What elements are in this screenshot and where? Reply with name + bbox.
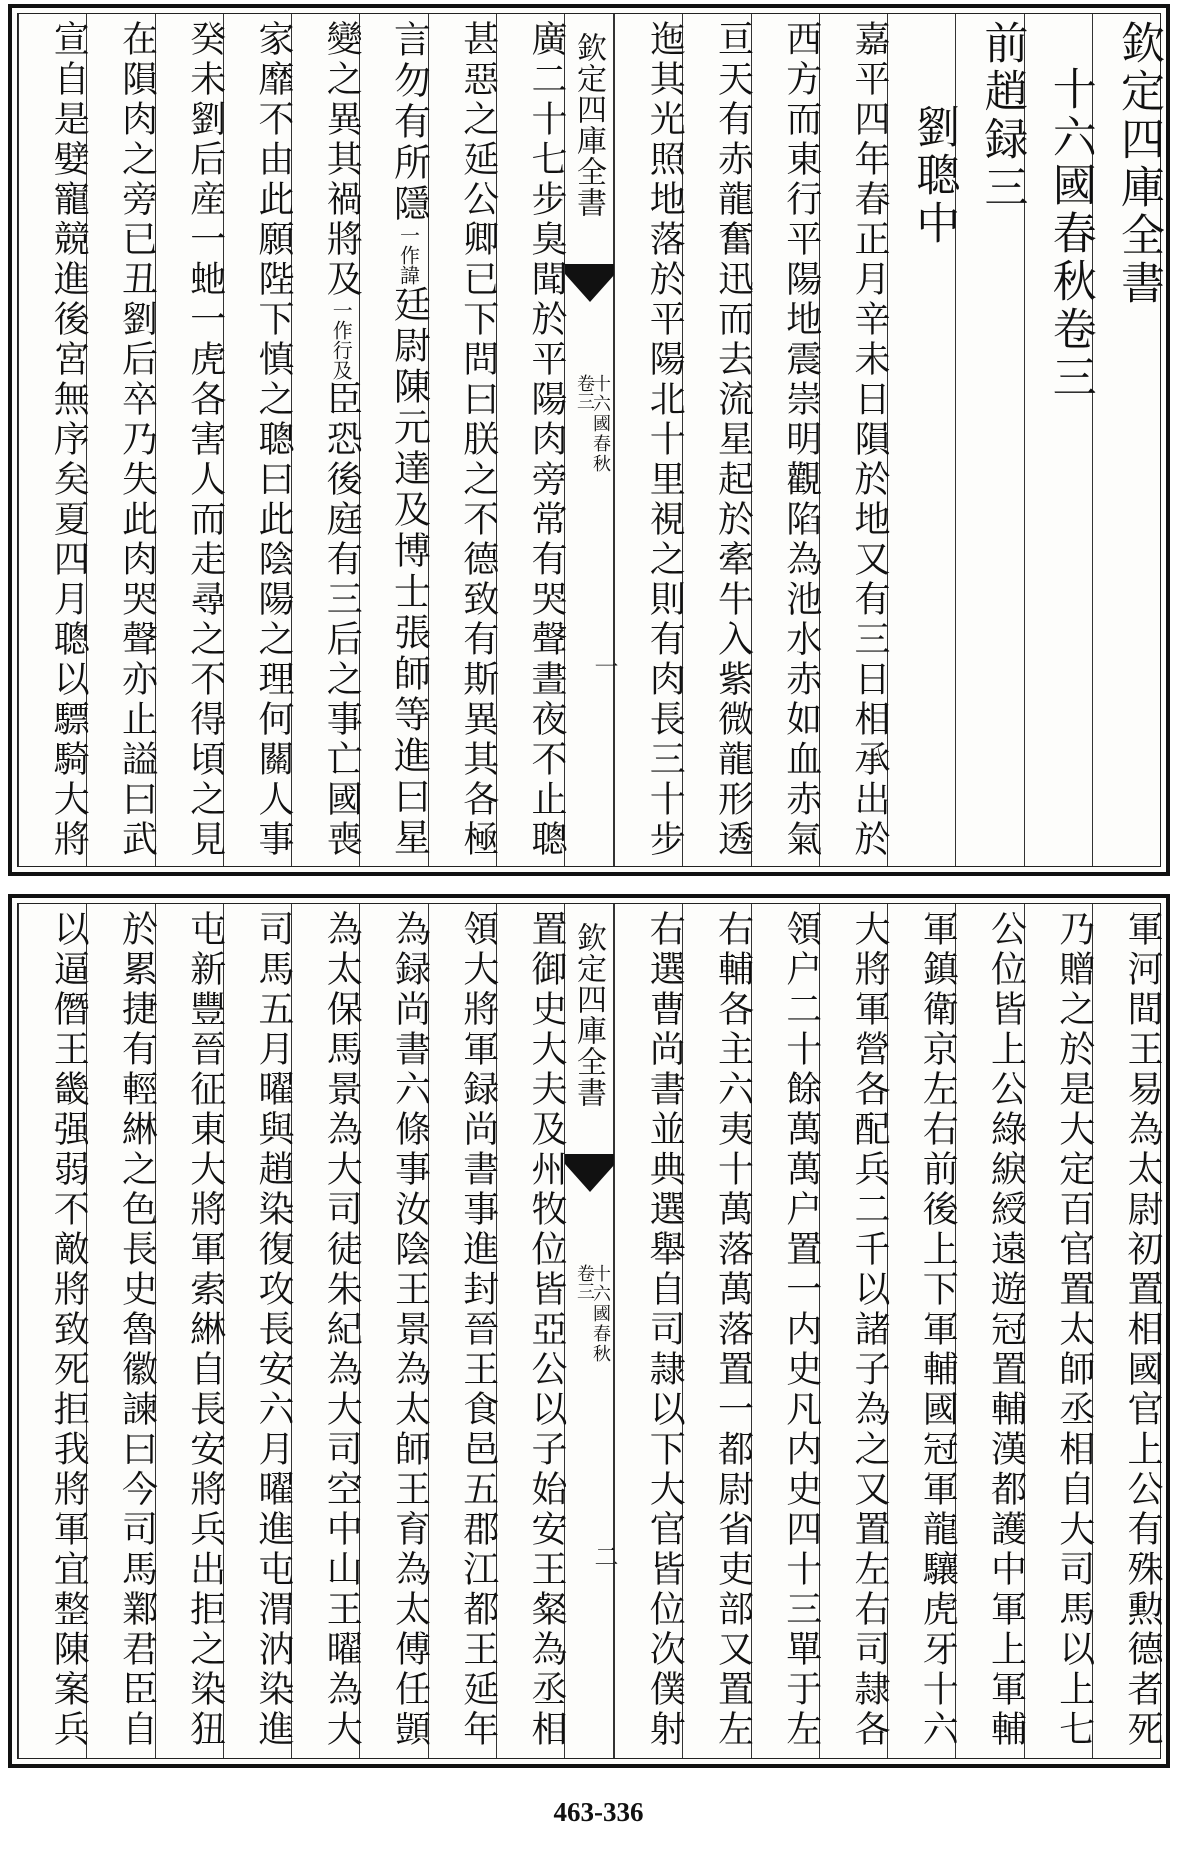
text-column (428, 904, 499, 1758)
column-text-part: 家靡不由此願陛下慎之聰曰此陰陽之理何關人事 (253, 20, 294, 860)
column-text-part: 右選曹尚書並典選舉自司隷以下大官皆位次僕射 (644, 910, 686, 1750)
column-text (888, 910, 959, 1750)
column-text (956, 910, 1027, 1750)
text-column (614, 14, 686, 866)
text-column (887, 904, 959, 1758)
column-text-part: 十六國春秋卷三 (1044, 66, 1096, 402)
text-column (1024, 904, 1095, 1758)
text-column (428, 14, 499, 866)
column-text (156, 910, 226, 1750)
column-text-part: 前趙録三 (976, 20, 1028, 212)
column-text (752, 910, 822, 1750)
text-column (18, 14, 90, 866)
center-title: 欽定四庫全書 (571, 32, 606, 218)
column-text (615, 20, 686, 860)
column-text-part: 迤其光照地落於平陽北十里視之則有肉長三十步 (644, 20, 686, 860)
column-text-part: 置御史大夫及州牧位皆亞公以子始安王粲為丞相 (526, 910, 567, 1750)
text-column (955, 904, 1027, 1758)
page-top (8, 4, 1170, 876)
column-text-part: 宣自是嬖寵競進後宮無序矣夏四月聰以驃騎大將 (48, 20, 90, 860)
text-column (291, 14, 363, 866)
column-text-part: 以逼僭王畿强弱不敵將致死拒我將軍宜整陳案兵 (48, 910, 90, 1750)
text-column (682, 904, 754, 1758)
column-text-part: 領户二十餘萬萬户置一内史凡内史四十三單于左 (780, 910, 822, 1750)
column-text-part: 變之異其禍將及 (321, 20, 363, 300)
column-text-part: 公位皆上公綠綟綬遠遊冠置輔漢都護中軍上軍輔 (985, 910, 1027, 1750)
column-text-part: 領大將軍録尚書事進封晉王食邑五郡江都王延年 (457, 910, 499, 1750)
center-title: 欽定四庫全書 (571, 922, 606, 1108)
text-column (291, 904, 363, 1758)
column-text-part: 軍鎮衛京左右前後上下軍輔國冠軍龍驤虎牙十六 (917, 910, 959, 1750)
text-column (223, 14, 294, 866)
center-book-title: 十六國春秋 (590, 1264, 611, 1364)
column-text-part: 西方而東行平陽地震崇明觀陷為池水赤如血赤氣 (780, 20, 822, 860)
column-text (87, 910, 158, 1750)
text-column (1024, 14, 1096, 866)
column-text-part: 軍河間王易為太尉初置相國官上公有殊勲德者死 (1122, 910, 1163, 1750)
column-text (497, 20, 567, 860)
column-text (683, 910, 754, 1750)
center-book-title: 十六國春秋 (590, 374, 611, 474)
column-text (19, 20, 90, 860)
center-strip (564, 14, 618, 866)
column-text-part: 言勿有所隱 (387, 20, 431, 225)
text-column (819, 14, 890, 866)
center-juan: 卷三 (574, 374, 595, 410)
column-text-part: 廣二十七步臭聞於平陽肉旁常有哭聲晝夜不止聰 (526, 20, 567, 860)
column-text (224, 20, 294, 860)
column-text-part: 嘉平四年春正月辛未日隕於地又有三日相承出於 (849, 20, 890, 860)
column-text-part: 廷尉陳元達及博士張師等進曰星 (387, 285, 431, 859)
column-text (429, 910, 499, 1750)
text-column (86, 14, 158, 866)
column-text-part: 乃贈之於是大定百官置太師丞相自大司馬以上七 (1053, 910, 1095, 1750)
column-text-part: 甚惡之延公卿已下問曰朕之不德致有斯異其各極 (457, 20, 499, 860)
column-text (87, 20, 158, 860)
column-text (820, 910, 890, 1750)
text-column (887, 14, 960, 866)
column-text-part: 司馬五月曜與趙染復攻長安六月曜進屯渭汭染進 (253, 910, 294, 1750)
text-column (155, 14, 226, 866)
text-column (496, 14, 567, 866)
text-column (359, 14, 431, 866)
column-text-part: 為録尚書六條事汝陰王景為太師王育為太傅任顗 (389, 910, 431, 1750)
column-text (1093, 910, 1163, 1750)
column-text (615, 910, 686, 1750)
leaf-number: 一 (590, 654, 618, 678)
column-text (683, 20, 754, 860)
column-text-part: 亘天有赤龍奮迅而去流星起於牽牛入紫微龍形透 (712, 20, 754, 860)
column-text-part: 在隕肉之旁已丑劉后卒乃失此肉哭聲亦止謚曰武 (116, 20, 158, 860)
column-text (1025, 66, 1096, 402)
page-bottom (8, 894, 1170, 1768)
fish-tail-mark (565, 1154, 615, 1192)
inline-note: 一作諱 (396, 225, 421, 285)
text-column (955, 14, 1028, 866)
column-text-part: 癸未劉后産一虵一虎各害人而走尋之不得頃之見 (184, 20, 226, 860)
center-juan: 卷三 (574, 1264, 595, 1300)
column-text (1025, 910, 1095, 1750)
text-column (496, 904, 567, 1758)
text-column (155, 904, 226, 1758)
text-column (751, 14, 822, 866)
column-text (19, 910, 90, 1750)
text-column (1092, 14, 1164, 866)
column-text (156, 20, 226, 860)
page-frame (17, 903, 1161, 1759)
text-column (819, 904, 890, 1758)
text-column (18, 904, 90, 1758)
text-column (1092, 904, 1163, 1758)
page-code: 463-336 (553, 1797, 644, 1827)
leaf-number: 二 (590, 1544, 618, 1568)
text-column (751, 904, 822, 1758)
column-text (360, 910, 431, 1750)
column-text (888, 104, 960, 248)
column-text (360, 20, 431, 859)
text-column (86, 904, 158, 1758)
column-text (752, 20, 822, 860)
column-text-part: 屯新豐晉征東大將軍索綝自長安將兵出拒之染狃 (184, 910, 226, 1750)
column-text-part: 欽定四庫全書 (1113, 20, 1164, 308)
text-column (614, 904, 686, 1758)
column-text (820, 20, 890, 860)
column-text (292, 20, 363, 860)
column-text (224, 910, 294, 1750)
center-strip (564, 904, 618, 1758)
column-text (429, 20, 499, 860)
column-text-part: 於累捷有輕綝之色長史魯徽諫曰今司馬鄴君臣自 (116, 910, 158, 1750)
column-text (497, 910, 567, 1750)
column-text-part: 為太保馬景為大司徒朱紀為大司空中山王曜為大 (321, 910, 363, 1750)
column-text (1093, 20, 1164, 308)
column-text-part: 右輔各主六夷十萬落萬落置一都尉省吏部又置左 (712, 910, 754, 1750)
column-text-part: 臣恐後庭有三后之事亡國喪 (321, 380, 363, 860)
fish-tail-mark (565, 264, 615, 302)
text-column (223, 904, 294, 1758)
column-text-part: 大將軍營各配兵二千以諸子為之又置左右司隷各 (849, 910, 890, 1750)
page-frame (17, 13, 1164, 867)
inline-note: 一作行及 (329, 300, 354, 380)
text-column (682, 14, 754, 866)
column-text-part: 劉聰中 (908, 104, 960, 248)
column-text (956, 20, 1028, 212)
column-text (292, 910, 363, 1750)
text-column (359, 904, 431, 1758)
